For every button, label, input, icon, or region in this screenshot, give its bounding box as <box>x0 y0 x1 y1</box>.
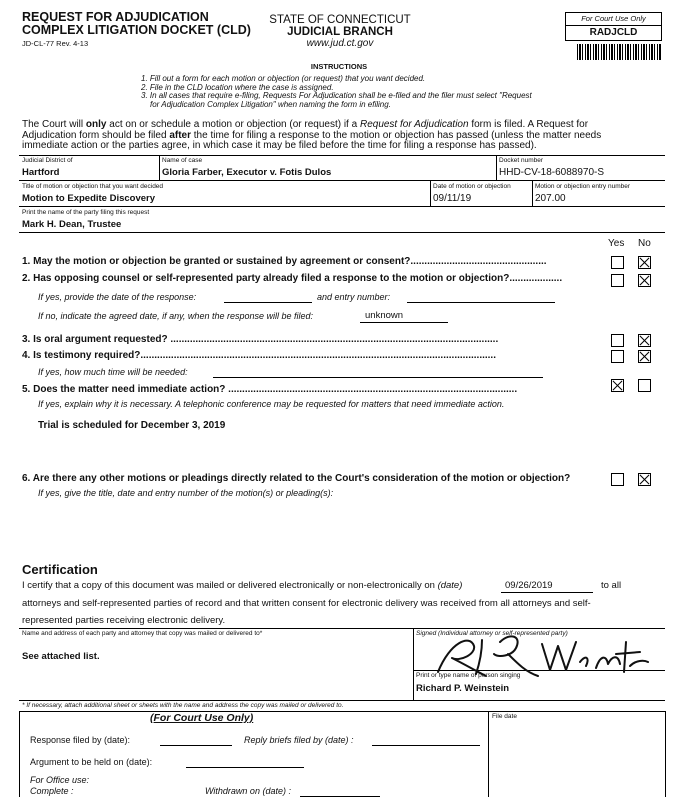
mailed-to-field[interactable]: See attached list. <box>22 651 100 662</box>
withdrawn-label: Withdrawn on (date) : <box>205 786 291 796</box>
motion-title-field[interactable]: Motion to Expedite Discovery <box>22 193 156 204</box>
question-1: 1. May the motion or objection be granted or sustained by agreement or consent?................................................. <box>22 256 547 267</box>
footnote: * If necessary, attach additional sheet or sheets with the name and address the copy was mailed or delivered to. <box>22 702 344 709</box>
district-label: Judicial District of <box>22 157 73 164</box>
q2-agreed-date-line <box>360 322 448 323</box>
entry-number-label: Motion or objection entry number <box>535 183 631 190</box>
question-2: 2. Has opposing counsel or self-represented party already filed a response to the motion or objection?................... <box>22 273 563 284</box>
state-name: STATE OF CONNECTICUT <box>269 14 411 26</box>
court-code: RADJCLD <box>565 25 662 41</box>
q5-no-checkbox[interactable] <box>638 379 651 392</box>
q4-time-field[interactable] <box>213 377 543 378</box>
branch-name: JUDICIAL BRANCH <box>287 26 393 38</box>
docket-field[interactable]: HHD-CV-18-6088970-S <box>499 167 605 178</box>
q4-time-label: If yes, how much time will be needed: <box>38 367 188 377</box>
court-use-label: For Court Use Only <box>565 12 662 25</box>
court-use-heading: (For Court Use Only) <box>150 712 254 724</box>
question-3: 3. Is oral argument requested? ...................................................................................................................... <box>22 334 499 345</box>
complete-label: Complete : <box>30 786 74 796</box>
case-name-label: Name of case <box>162 157 203 164</box>
certification-line1: I certify that a copy of this document was mailed or delivered electronically or non-electronically on (date) <box>22 580 463 591</box>
certification-date-field[interactable]: 09/26/2019 <box>505 580 553 591</box>
file-date-label: File date <box>492 713 517 720</box>
instruction-item: 1. Fill out a form for each motion or objection (or request) that you want decided. <box>141 74 426 83</box>
court-notice: The Court will only act on or schedule a motion or objection (or request) if a Request for Adjudication form is filed. A Request for Adjudication form should be filed after the time for filing a response to the motion or objection has passed (unless the matter needs immediate action or the parties agree, in which case it may be filed before the time for filing a response has passed). <box>22 119 602 151</box>
argument-held-label: Argument to be held on (date): <box>30 757 153 767</box>
print-name-label: Print or type name of person singing <box>416 672 521 679</box>
form-title-line2: COMPLEX LITIGATION DOCKET (CLD) <box>22 23 251 37</box>
form-number: JD-CL-77 Rev. 4-13 <box>22 39 89 48</box>
district-field[interactable]: Hartford <box>22 167 60 178</box>
certification-line3: represented parties receiving electronic delivery. <box>22 615 226 626</box>
instructions-list <box>141 75 532 109</box>
q3-yes-checkbox[interactable] <box>611 334 624 347</box>
certification-line1-end: to all <box>601 580 622 591</box>
mailed-to-label: Name and address of each party and attorney that copy was mailed or delivered to* <box>22 630 263 637</box>
response-filed-label: Response filed by (date): <box>30 735 131 745</box>
q4-no-checkbox[interactable] <box>638 350 651 363</box>
instruction-item: for Adjudication Complex Litigation" when naming the form in efiling. <box>150 99 391 109</box>
entry-number-field[interactable]: 207.00 <box>535 193 566 204</box>
motion-date-field[interactable]: 09/11/19 <box>433 193 472 204</box>
certification-date-line <box>501 592 593 593</box>
question-6: 6. Are there any other motions or pleadings directly related to the Court's consideration of the motion or objection? <box>22 473 571 484</box>
barcode-icon <box>577 44 661 60</box>
instruction-item: 2. File in the CLD location where the case is assigned. <box>141 82 334 92</box>
party-field[interactable]: Mark H. Dean, Trustee <box>22 219 122 230</box>
q1-no-checkbox[interactable] <box>638 256 651 269</box>
q2-response-date-label: If yes, provide the date of the response: <box>38 292 197 302</box>
q6-no-checkbox[interactable] <box>638 473 651 486</box>
yes-column-label: Yes <box>608 238 625 249</box>
motion-date-label: Date of motion or objection <box>433 183 511 190</box>
q5-explain-label: If yes, explain why it is necessary. A telephonic conference may be requested for matters that need immediate action. <box>38 399 505 409</box>
q2-entry-number-label: and entry number: <box>317 292 391 302</box>
no-column-label: No <box>638 238 651 249</box>
question-4: 4. Is testimony required?................................................................................................................................ <box>22 350 496 361</box>
q2-response-date-field[interactable] <box>224 302 312 303</box>
party-label: Print the name of the party filing this request <box>22 209 150 216</box>
q2-no-checkbox[interactable] <box>638 274 651 287</box>
website: www.jud.ct.gov <box>306 38 374 49</box>
q3-no-checkbox[interactable] <box>638 334 651 347</box>
reply-briefs-label: Reply briefs filed by (date) : <box>244 735 354 745</box>
certification-heading: Certification <box>22 562 98 577</box>
q6-explain-label: If yes, give the title, date and entry number of the motion(s) or pleading(s): <box>38 488 334 498</box>
motion-title-label: Title of motion or objection that you want decided <box>22 183 164 190</box>
instruction-item: 3. In all cases that require e-filing, Requests For Adjudication shall be e-filed and the filer must select "Request <box>141 91 532 101</box>
question-5: 5. Does the matter need immediate action? ........................................................................................................ <box>22 384 518 395</box>
signed-label: Signed (Individual attorney or self-represented party) <box>416 630 568 637</box>
q6-yes-checkbox[interactable] <box>611 473 624 486</box>
form-title <box>22 11 251 37</box>
q1-yes-checkbox[interactable] <box>611 256 624 269</box>
q2-entry-number-field[interactable] <box>407 302 555 303</box>
q2-yes-checkbox[interactable] <box>611 274 624 287</box>
q2-agreed-date-field[interactable]: unknown <box>365 310 404 321</box>
agency-block <box>240 14 440 50</box>
case-name-field[interactable]: Gloria Farber, Executor v. Fotis Dulos <box>162 167 332 178</box>
certification-line2: attorneys and self-represented parties of record and that written consent for electronic delivery was received from all attorneys and self- <box>22 598 591 609</box>
office-use-label: For Office use: <box>30 775 90 785</box>
q4-yes-checkbox[interactable] <box>611 350 624 363</box>
q5-yes-checkbox[interactable] <box>611 379 624 392</box>
argument-held-field[interactable] <box>186 767 304 768</box>
print-name-field[interactable]: Richard P. Weinstein <box>416 683 510 694</box>
form-title-line1: REQUEST FOR ADJUDICATION <box>22 10 209 24</box>
docket-label: Docket number <box>499 157 544 164</box>
response-filed-field[interactable] <box>160 745 232 746</box>
q2-agreed-date-label: If no, indicate the agreed date, if any, when the response will be filed: <box>38 311 314 321</box>
q5-explanation-field[interactable]: Trial is scheduled for December 3, 2019 <box>38 420 226 431</box>
reply-briefs-field[interactable] <box>372 745 480 746</box>
instructions-heading: INSTRUCTIONS <box>310 62 368 71</box>
